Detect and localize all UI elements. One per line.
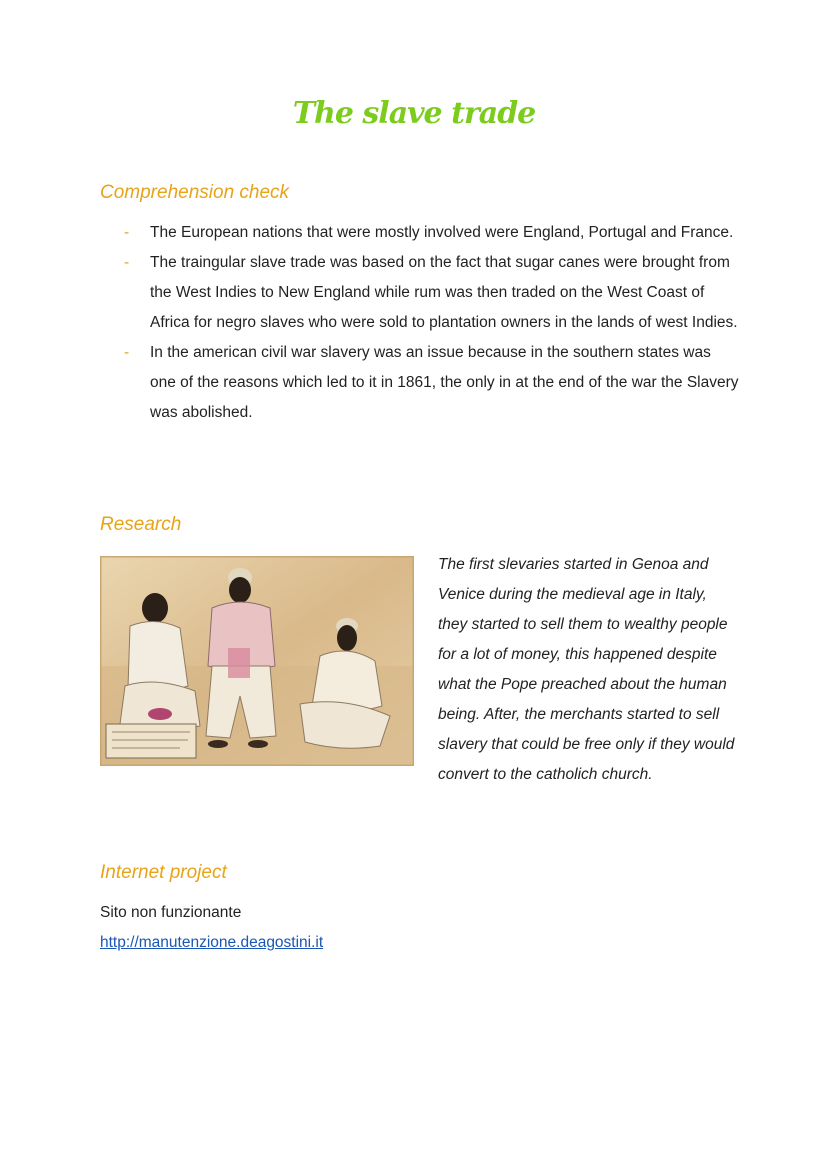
research-paragraph: The first slevaries started in Genoa and Venice during the medieval age in Italy, they started to sell them to wealthy people for a lot of money, this happened despite what the Pope preached about the human being. After, the merchants started to sell slavery that could be free only if they would convert to the catholich church. [438, 556, 735, 783]
bullet-dash-icon: - [124, 224, 130, 241]
list-item-text: The European nations that were mostly involved were England, Portugal and France. [150, 224, 734, 241]
comprehension-list [100, 218, 740, 428]
bullet-dash-icon: - [124, 344, 130, 361]
list-item-text: The traingular slave trade was based on the fact that sugar canes were brought from the West Indies to New England while rum was then traded on the West Coast of Africa for negro slaves who were sold to plantation owners in the lands of west Indies. [150, 254, 738, 331]
project-link[interactable]: http://manutenzione.deagostini.it [100, 934, 324, 951]
list-item [100, 338, 740, 428]
comprehension-heading: Comprehension check [100, 182, 290, 203]
internet-project-heading: Internet project [100, 862, 227, 883]
research-heading: Research [100, 514, 182, 535]
bullet-dash-icon: - [124, 254, 130, 271]
painting-illustration [100, 556, 414, 766]
list-item [100, 218, 740, 248]
list-item [100, 248, 740, 338]
site-status-note: Sito non funzionante [100, 904, 242, 921]
list-item-text: In the american civil war slavery was an issue because in the southern states was one of the reasons which led to it in 1861, the only in at the end of the war the Slavery was abolished. [150, 344, 739, 421]
page-title: The slave trade [292, 96, 536, 131]
historical-painting-image [100, 556, 414, 766]
